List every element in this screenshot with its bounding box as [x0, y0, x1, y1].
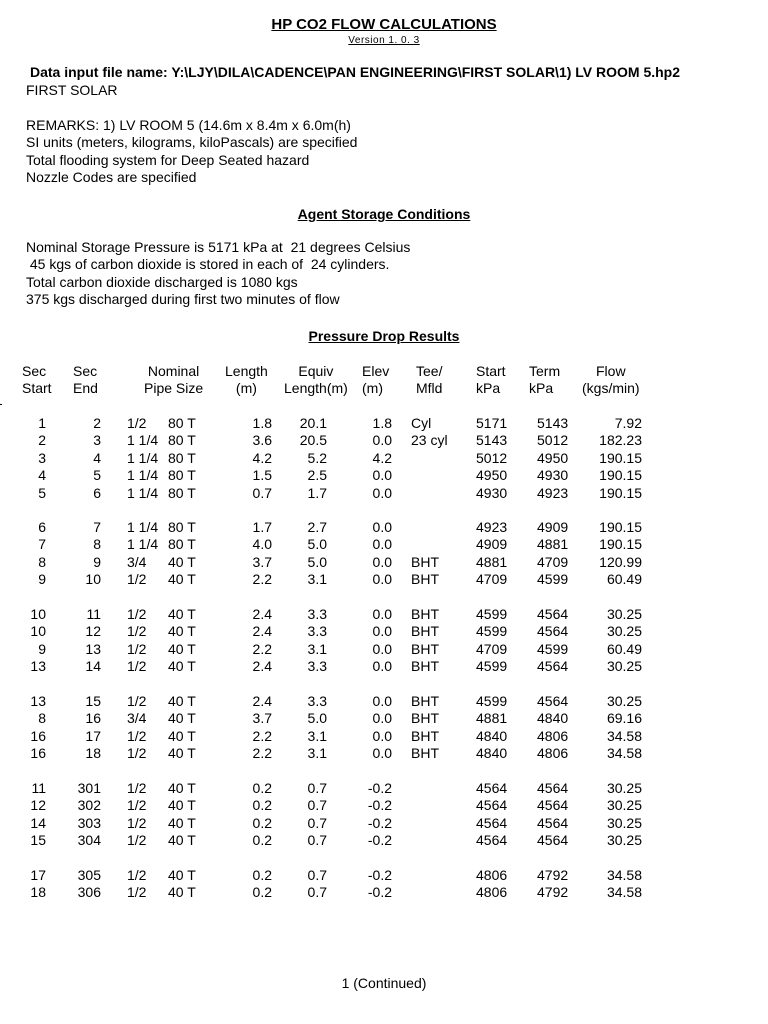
table-row — [0, 415, 768, 432]
cell-term-kpa: 4564 — [537, 814, 569, 831]
cell-sec-start: 7 — [38, 536, 46, 553]
cell-schedule: 40 T — [168, 814, 196, 831]
cell-schedule: 40 T — [168, 553, 196, 570]
cell-schedule: 40 T — [168, 693, 196, 709]
cell-sec-end: 305 — [77, 867, 101, 883]
cell-pipe-size: 1/2 — [127, 693, 147, 709]
storage-block — [26, 239, 410, 309]
cell-equiv-length: 20.5 — [299, 432, 327, 449]
table-row — [0, 728, 768, 745]
cell-tee-mfld: Cyl — [411, 415, 432, 431]
cell-sec-end: 16 — [85, 710, 101, 727]
cell-elev: 0.0 — [372, 553, 392, 570]
cell-pipe-size: 1/2 — [127, 780, 147, 796]
cell-flow: 30.25 — [606, 658, 642, 675]
cell-schedule: 40 T — [168, 658, 196, 675]
col-header-pipe-size: Nominal Pipe Size — [144, 363, 204, 396]
cell-equiv-length: 0.7 — [307, 884, 327, 901]
version-label: Version 1. 0. 3 — [348, 35, 420, 46]
cell-length: 4.2 — [252, 449, 272, 466]
cell-equiv-length: 0.7 — [307, 814, 327, 831]
cell-tee-mfld: BHT — [411, 606, 439, 622]
cell-elev: 0.0 — [372, 484, 392, 501]
cell-equiv-length: 5.0 — [307, 536, 327, 553]
cell-sec-start: 13 — [30, 693, 46, 709]
cell-pipe-size: 1/2 — [127, 606, 147, 622]
cell-sec-start: 2 — [38, 432, 46, 449]
storage-heading: Agent Storage Conditions — [297, 206, 471, 222]
cell-length: 3.6 — [252, 432, 272, 449]
cell-flow: 190.15 — [599, 449, 642, 466]
cell-sec-end: 304 — [77, 832, 101, 849]
table-row — [0, 710, 768, 727]
cell-flow: 182.23 — [599, 432, 642, 449]
table-row — [0, 693, 768, 710]
storage-line: Nominal Storage Pressure is 5171 kPa at 21 degrees Celsius — [26, 239, 411, 255]
cell-length: 0.2 — [252, 797, 272, 814]
cell-length: 1.7 — [252, 519, 272, 535]
cell-length: 0.2 — [252, 884, 272, 901]
cell-flow: 30.25 — [606, 797, 642, 814]
cell-sec-start: 1 — [38, 415, 46, 431]
cell-sec-start: 16 — [30, 727, 46, 744]
cell-start-kpa: 4930 — [476, 484, 508, 501]
cell-start-kpa: 4564 — [476, 832, 508, 849]
cell-pipe-size: 1/2 — [127, 623, 147, 640]
cell-start-kpa: 4564 — [476, 797, 508, 814]
cell-elev: -0.2 — [367, 884, 392, 901]
cell-term-kpa: 4840 — [537, 710, 569, 727]
cell-schedule: 80 T — [168, 415, 196, 431]
table-row — [0, 745, 768, 762]
cell-sec-end: 13 — [85, 640, 101, 657]
cell-sec-end: 4 — [93, 449, 101, 466]
col-header-start-kpa: Start kPa — [476, 363, 506, 396]
cell-flow: 190.15 — [599, 519, 642, 535]
cell-flow: 34.58 — [606, 884, 642, 901]
cell-length: 2.4 — [252, 623, 272, 640]
cell-elev: 0.0 — [372, 623, 392, 640]
cell-pipe-size: 1/2 — [127, 415, 147, 431]
cell-schedule: 40 T — [168, 832, 196, 849]
cell-length: 2.4 — [252, 658, 272, 675]
cell-term-kpa: 4792 — [537, 867, 569, 883]
cell-flow: 69.16 — [606, 710, 642, 727]
cell-pipe-size: 1/2 — [127, 658, 147, 675]
col-header-tee-mfld: Tee/ Mfld — [416, 363, 443, 396]
cell-sec-start: 9 — [38, 640, 46, 657]
cell-term-kpa: 4564 — [537, 832, 569, 849]
table-row — [0, 432, 768, 449]
remark-line: Nozzle Codes are specified — [26, 169, 197, 186]
col-header-equiv-length: Equiv Length(m) — [284, 363, 348, 396]
cell-length: 0.7 — [252, 484, 272, 501]
cell-flow: 190.15 — [599, 536, 642, 553]
cell-sec-end: 2 — [93, 415, 101, 431]
cell-sec-start: 14 — [30, 814, 46, 831]
cell-length: 2.4 — [252, 693, 272, 709]
cell-start-kpa: 4599 — [476, 693, 508, 709]
cell-schedule: 80 T — [168, 449, 196, 466]
cell-equiv-length: 3.1 — [307, 571, 327, 588]
cell-sec-end: 5 — [93, 467, 101, 484]
cell-equiv-length: 3.3 — [307, 606, 327, 622]
cell-elev: -0.2 — [367, 780, 392, 796]
cell-elev: 0.0 — [372, 606, 392, 622]
cell-term-kpa: 4909 — [537, 519, 569, 535]
cell-flow: 190.15 — [599, 467, 642, 484]
cell-term-kpa: 5012 — [537, 432, 569, 449]
page-footer: 1 (Continued) — [341, 975, 427, 991]
table-row — [0, 450, 768, 467]
cell-equiv-length: 3.1 — [307, 640, 327, 657]
cell-tee-mfld: BHT — [411, 727, 439, 744]
cell-tee-mfld: BHT — [411, 710, 439, 727]
cell-equiv-length: 3.1 — [307, 745, 327, 762]
cell-term-kpa: 4564 — [537, 623, 569, 640]
cell-schedule: 40 T — [168, 710, 196, 727]
cell-term-kpa: 4950 — [537, 449, 569, 466]
col-header-flow: Flow (kgs/min) — [582, 363, 640, 396]
cell-sec-start: 18 — [30, 884, 46, 901]
cell-pipe-size: 1/2 — [127, 745, 147, 762]
cell-elev: 0.0 — [372, 571, 392, 588]
table-row — [0, 867, 768, 884]
cell-term-kpa: 4709 — [537, 553, 569, 570]
cell-sec-start: 16 — [30, 745, 46, 762]
cell-tee-mfld: BHT — [411, 640, 439, 657]
cell-schedule: 40 T — [168, 745, 196, 762]
cell-sec-end: 11 — [86, 606, 101, 622]
cell-term-kpa: 4599 — [537, 640, 569, 657]
cell-sec-end: 15 — [85, 693, 101, 709]
cell-length: 0.2 — [252, 780, 272, 796]
cell-pipe-size: 1 1/4 — [127, 519, 159, 535]
cell-elev: 4.2 — [372, 449, 392, 466]
cell-tee-mfld: BHT — [411, 693, 439, 709]
cell-elev: -0.2 — [367, 797, 392, 814]
cell-flow: 30.25 — [606, 606, 642, 622]
table-row — [0, 815, 768, 832]
cell-term-kpa: 4881 — [537, 536, 569, 553]
cell-length: 1.8 — [252, 415, 272, 431]
cell-schedule: 40 T — [168, 884, 196, 901]
cell-schedule: 40 T — [168, 867, 196, 883]
cell-length: 3.7 — [252, 553, 272, 570]
cell-term-kpa: 5143 — [537, 415, 569, 431]
cell-equiv-length: 3.1 — [307, 727, 327, 744]
margin-tick — [0, 404, 2, 405]
cell-elev: 0.0 — [372, 640, 392, 657]
cell-sec-start: 3 — [38, 449, 46, 466]
col-header-sec-end: Sec End — [73, 363, 98, 396]
cell-equiv-length: 5.0 — [307, 710, 327, 727]
cell-start-kpa: 5012 — [476, 449, 508, 466]
cell-equiv-length: 2.7 — [307, 519, 327, 535]
cell-pipe-size: 1/2 — [127, 814, 147, 831]
cell-flow: 120.99 — [599, 553, 642, 570]
table-row — [0, 797, 768, 814]
cell-flow: 34.58 — [606, 745, 642, 762]
table-row — [0, 641, 768, 658]
cell-start-kpa: 4840 — [476, 727, 508, 744]
cell-length: 2.4 — [252, 606, 272, 622]
cell-elev: 0.0 — [372, 693, 392, 709]
cell-tee-mfld: BHT — [411, 623, 439, 640]
cell-sec-end: 301 — [77, 780, 101, 796]
cell-pipe-size: 1 1/4 — [127, 536, 159, 553]
col-header-elev: Elev (m) — [362, 363, 390, 396]
cell-sec-start: 5 — [38, 484, 46, 501]
remarks-block — [26, 117, 357, 187]
cell-pipe-size: 1/2 — [127, 884, 147, 901]
cell-start-kpa: 4564 — [476, 780, 508, 796]
cell-length: 2.2 — [252, 640, 272, 657]
cell-flow: 7.92 — [614, 415, 642, 431]
cell-start-kpa: 4599 — [476, 658, 508, 675]
cell-tee-mfld: BHT — [411, 745, 439, 762]
cell-elev: -0.2 — [367, 867, 392, 883]
cell-schedule: 40 T — [168, 623, 196, 640]
cell-sec-end: 306 — [77, 884, 101, 901]
cell-schedule: 80 T — [168, 536, 196, 553]
cell-term-kpa: 4923 — [537, 484, 569, 501]
cell-sec-end: 10 — [85, 571, 101, 588]
cell-sec-start: 13 — [30, 658, 46, 675]
cell-equiv-length: 0.7 — [307, 832, 327, 849]
cell-length: 2.2 — [252, 745, 272, 762]
table-row — [0, 485, 768, 502]
cell-length: 3.7 — [252, 710, 272, 727]
cell-start-kpa: 4709 — [476, 640, 508, 657]
table-row — [0, 832, 768, 849]
cell-start-kpa: 4709 — [476, 571, 508, 588]
cell-length: 0.2 — [252, 832, 272, 849]
table-row — [0, 467, 768, 484]
cell-flow: 60.49 — [606, 571, 642, 588]
cell-elev: 0.0 — [372, 727, 392, 744]
cell-schedule: 80 T — [168, 484, 196, 501]
cell-equiv-length: 2.5 — [307, 467, 327, 484]
cell-sec-end: 17 — [85, 727, 101, 744]
cell-flow: 34.58 — [606, 727, 642, 744]
storage-line: 375 kgs discharged during first two minutes of flow — [26, 291, 340, 308]
document-title: HP CO2 FLOW CALCULATIONS — [271, 16, 497, 33]
table-row — [0, 536, 768, 553]
cell-sec-start: 6 — [38, 519, 46, 535]
cell-sec-end: 302 — [77, 797, 101, 814]
cell-sec-end: 7 — [93, 519, 101, 535]
cell-start-kpa: 4909 — [476, 536, 508, 553]
cell-equiv-length: 1.7 — [307, 484, 327, 501]
cell-sec-end: 303 — [77, 814, 101, 831]
cell-sec-start: 8 — [38, 553, 46, 570]
cell-elev: 0.0 — [372, 536, 392, 553]
remark-line: REMARKS: 1) LV ROOM 5 (14.6m x 8.4m x 6.0m(h) — [26, 117, 351, 133]
cell-start-kpa: 4881 — [476, 710, 508, 727]
cell-pipe-size: 1/2 — [127, 640, 147, 657]
cell-elev: 1.8 — [372, 415, 392, 431]
cell-term-kpa: 4564 — [537, 606, 569, 622]
storage-line: 45 kgs of carbon dioxide is stored in each of 24 cylinders. — [26, 256, 390, 273]
cell-elev: 0.0 — [372, 710, 392, 727]
results-heading: Pressure Drop Results — [308, 328, 460, 344]
col-header-length: Length (m) — [225, 363, 268, 396]
cell-sec-start: 15 — [30, 832, 46, 849]
cell-term-kpa: 4564 — [537, 658, 569, 675]
cell-tee-mfld: BHT — [411, 571, 439, 588]
cell-length: 2.2 — [252, 727, 272, 744]
cell-start-kpa: 4564 — [476, 814, 508, 831]
cell-schedule: 40 T — [168, 571, 196, 588]
cell-term-kpa: 4792 — [537, 884, 569, 901]
cell-length: 2.2 — [252, 571, 272, 588]
cell-pipe-size: 1/2 — [127, 832, 147, 849]
table-row — [0, 519, 768, 536]
cell-flow: 190.15 — [599, 484, 642, 501]
cell-sec-end: 6 — [93, 484, 101, 501]
table-row — [0, 658, 768, 675]
cell-sec-start: 9 — [38, 571, 46, 588]
cell-length: 0.2 — [252, 814, 272, 831]
cell-elev: 0.0 — [372, 519, 392, 535]
table-row — [0, 884, 768, 901]
cell-equiv-length: 3.3 — [307, 623, 327, 640]
remark-line: SI units (meters, kilograms, kiloPascals) are specified — [26, 134, 358, 151]
cell-equiv-length: 20.1 — [299, 415, 327, 431]
cell-equiv-length: 3.3 — [307, 658, 327, 675]
cell-sec-start: 17 — [30, 867, 46, 883]
cell-equiv-length: 3.3 — [307, 693, 327, 709]
cell-schedule: 40 T — [168, 606, 196, 622]
cell-schedule: 40 T — [168, 797, 196, 814]
cell-sec-end: 12 — [85, 623, 101, 640]
cell-term-kpa: 4564 — [537, 797, 569, 814]
cell-tee-mfld: BHT — [411, 658, 439, 675]
cell-pipe-size: 1 1/4 — [127, 432, 159, 449]
table-row — [0, 554, 768, 571]
cell-sec-end: 8 — [93, 536, 101, 553]
cell-term-kpa: 4930 — [537, 467, 569, 484]
cell-schedule: 80 T — [168, 467, 196, 484]
input-file-name: Data input file name: Y:\LJY\DILA\CADENCE\PAN ENGINEERING\FIRST SOLAR\1) LV ROOM 5.hp2 — [30, 64, 681, 80]
storage-line: Total carbon dioxide discharged is 1080 kgs — [26, 273, 298, 290]
cell-pipe-size: 1/2 — [127, 867, 147, 883]
cell-term-kpa: 4564 — [537, 693, 569, 709]
cell-schedule: 40 T — [168, 640, 196, 657]
cell-pipe-size: 1 1/4 — [127, 467, 159, 484]
table-row — [0, 571, 768, 588]
cell-start-kpa: 4599 — [476, 606, 508, 622]
cell-flow: 30.25 — [606, 623, 642, 640]
cell-elev: 0.0 — [372, 745, 392, 762]
cell-flow: 30.25 — [606, 814, 642, 831]
cell-length: 1.5 — [252, 467, 272, 484]
cell-sec-end: 3 — [93, 432, 101, 449]
cell-length: 4.0 — [252, 536, 272, 553]
cell-flow: 30.25 — [606, 832, 642, 849]
cell-length: 0.2 — [252, 867, 272, 883]
cell-equiv-length: 5.2 — [307, 449, 327, 466]
cell-pipe-size: 3/4 — [127, 710, 147, 727]
cell-start-kpa: 4840 — [476, 745, 508, 762]
remark-line: Total flooding system for Deep Seated hazard — [26, 151, 310, 168]
cell-elev: 0.0 — [372, 467, 392, 484]
cell-equiv-length: 0.7 — [307, 867, 327, 883]
cell-elev: 0.0 — [372, 432, 392, 449]
cell-sec-start: 12 — [30, 797, 46, 814]
cell-term-kpa: 4599 — [537, 571, 569, 588]
cell-sec-end: 14 — [85, 658, 101, 675]
cell-equiv-length: 0.7 — [307, 797, 327, 814]
cell-equiv-length: 5.0 — [307, 553, 327, 570]
cell-pipe-size: 3/4 — [127, 553, 147, 570]
cell-term-kpa: 4806 — [537, 745, 569, 762]
cell-tee-mfld: BHT — [411, 553, 439, 570]
cell-sec-start: 8 — [38, 710, 46, 727]
cell-pipe-size: 1 1/4 — [127, 449, 159, 466]
cell-flow: 30.25 — [606, 693, 642, 709]
cell-equiv-length: 0.7 — [307, 780, 327, 796]
table-row — [0, 606, 768, 623]
cell-start-kpa: 5143 — [476, 432, 508, 449]
cell-schedule: 80 T — [168, 432, 196, 449]
cell-start-kpa: 4950 — [476, 467, 508, 484]
cell-elev: 0.0 — [372, 658, 392, 675]
col-header-sec-start: Sec Start — [22, 363, 52, 396]
cell-sec-end: 18 — [85, 745, 101, 762]
cell-start-kpa: 4806 — [476, 884, 508, 901]
cell-pipe-size: 1/2 — [127, 727, 147, 744]
cell-start-kpa: 4923 — [476, 519, 508, 535]
cell-flow: 30.25 — [606, 780, 642, 796]
cell-flow: 60.49 — [606, 640, 642, 657]
cell-start-kpa: 4881 — [476, 553, 508, 570]
cell-sec-start: 10 — [30, 606, 46, 622]
cell-flow: 34.58 — [606, 867, 642, 883]
cell-pipe-size: 1/2 — [127, 571, 147, 588]
cell-start-kpa: 4599 — [476, 623, 508, 640]
cell-elev: -0.2 — [367, 832, 392, 849]
cell-start-kpa: 5171 — [476, 415, 508, 431]
cell-sec-start: 10 — [30, 623, 46, 640]
cell-schedule: 40 T — [168, 780, 196, 796]
table-row — [0, 780, 768, 797]
cell-elev: -0.2 — [367, 814, 392, 831]
cell-schedule: 80 T — [168, 519, 196, 535]
cell-start-kpa: 4806 — [476, 867, 508, 883]
cell-pipe-size: 1 1/4 — [127, 484, 159, 501]
cell-sec-start: 4 — [38, 467, 46, 484]
cell-schedule: 40 T — [168, 727, 196, 744]
col-header-term-kpa: Term kPa — [529, 363, 561, 396]
cell-term-kpa: 4806 — [537, 727, 569, 744]
cell-term-kpa: 4564 — [537, 780, 569, 796]
project-name: FIRST SOLAR — [26, 82, 118, 98]
cell-sec-start: 11 — [31, 780, 46, 796]
cell-pipe-size: 1/2 — [127, 797, 147, 814]
cell-sec-end: 9 — [93, 553, 101, 570]
table-row — [0, 623, 768, 640]
cell-tee-mfld: 23 cyl — [411, 432, 448, 449]
